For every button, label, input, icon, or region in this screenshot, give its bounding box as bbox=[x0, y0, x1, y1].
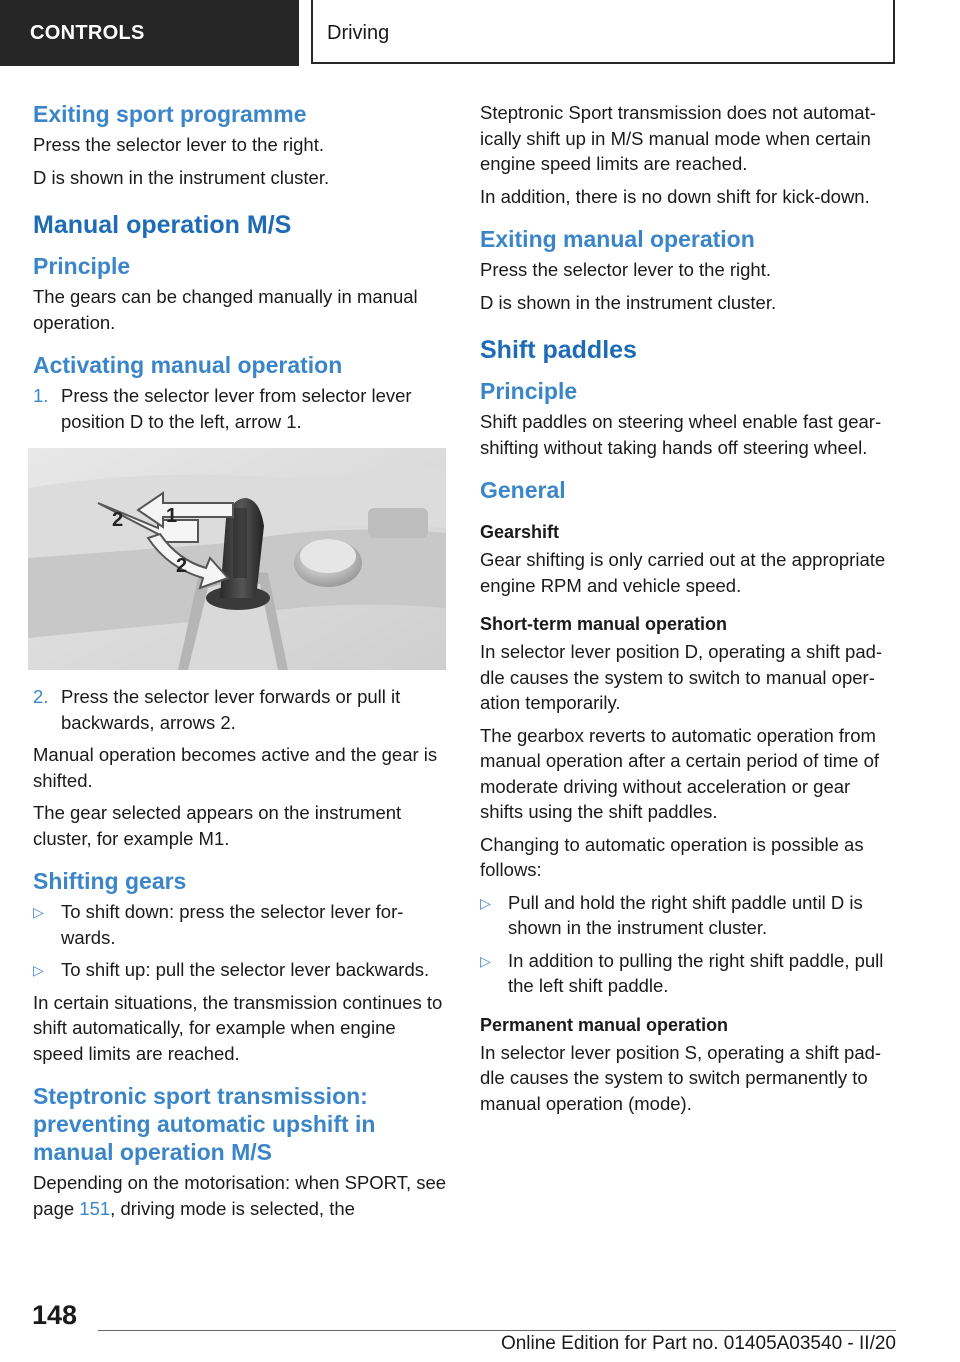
paragraph bbox=[33, 1170, 451, 1221]
step-number: 1. bbox=[33, 385, 49, 406]
heading-principle: Principle bbox=[33, 253, 131, 279]
list-item bbox=[480, 890, 898, 941]
heading-steptronic: Steptronic sport transmission: preventing automatic upshift in manual operation M/S bbox=[33, 1083, 376, 1165]
step-text: Press the selector lever forwards or pull it backwards, arrows 2. bbox=[61, 686, 401, 733]
paragraph: Press the selector lever to the right. bbox=[480, 259, 771, 280]
heading-permanent: Permanent manual operation bbox=[480, 1014, 729, 1035]
paragraph: Steptronic Sport transmission does not automatically shift up in M/S manual mode when certain engine speed limits are reached. bbox=[480, 102, 876, 174]
text: Depending on the motorisation: when SPORT, see page bbox=[33, 1172, 447, 1219]
heading-short-term: Short-term manual operation bbox=[480, 614, 728, 634]
bullet-list bbox=[480, 890, 898, 999]
chapter-tab: Driving bbox=[311, 0, 895, 64]
paragraph: In addition, there is no down shift for kick-down. bbox=[480, 185, 870, 207]
paragraph: The gears can be changed manually in manual operation. bbox=[33, 286, 418, 333]
triangle-right-icon: ▷ bbox=[480, 952, 491, 969]
steps-list bbox=[33, 383, 451, 434]
triangle-right-icon: ▷ bbox=[33, 904, 44, 920]
page-number: 148 bbox=[32, 1300, 78, 1330]
step-number: 2. bbox=[33, 686, 49, 707]
paragraph: Manual operation becomes active and the gear is shifted. bbox=[33, 744, 438, 791]
paragraph: D is shown in the instrument cluster. bbox=[480, 291, 777, 313]
heading-shift-paddles: Shift paddles bbox=[480, 336, 637, 364]
paragraph: In selector lever position D, operating a shift paddle causes the system to switch to manual operation temporarily. bbox=[480, 641, 883, 713]
heading-gearshift: Gearshift bbox=[480, 522, 560, 542]
page-header bbox=[0, 0, 960, 66]
heading-exiting-sport: Exiting sport programme bbox=[33, 101, 307, 127]
list-item bbox=[33, 684, 451, 735]
list-item bbox=[33, 383, 451, 434]
list-item bbox=[480, 948, 898, 999]
paragraph: Press the selector lever to the right. bbox=[33, 134, 324, 155]
paragraph: D is shown in the instrument cluster. bbox=[33, 166, 330, 188]
step-text: Press the selector lever from selector lever position D to the left, arrow 1. bbox=[61, 385, 412, 432]
page-link[interactable]: 151 bbox=[79, 1197, 111, 1219]
section-tab: CONTROLS bbox=[0, 0, 299, 66]
bullet-text: In addition to pulling the right shift paddle, pull the left shift paddle. bbox=[508, 949, 884, 996]
paragraph: The gear selected appears on the instrument cluster, for example M1. bbox=[33, 802, 402, 849]
list-item bbox=[33, 957, 451, 983]
triangle-right-icon: ▷ bbox=[480, 894, 491, 911]
paragraph: The gearbox reverts to automatic operation from manual operation after a certain period of time of moderate driving without acceleration or gear shifts using the shift paddles. bbox=[480, 724, 880, 822]
steps-list-cont bbox=[33, 684, 451, 735]
list-item bbox=[33, 899, 451, 950]
bullet-text: To shift up: pull the selector lever backwards. bbox=[61, 959, 430, 980]
heading-exiting-manual: Exiting manual operation bbox=[480, 226, 755, 252]
figure-label-2-bottom: 2 bbox=[176, 555, 188, 577]
heading-principle: Principle bbox=[480, 378, 578, 404]
paragraph: Changing to automatic operation is possible as follows: bbox=[480, 833, 864, 880]
bullet-list bbox=[33, 899, 451, 983]
right-column bbox=[480, 100, 898, 1123]
paragraph: Shift paddles on steering wheel enable fast gearshifting without taking hands off steering wheel. bbox=[480, 411, 882, 458]
paragraph: In selector lever position S, operating a shift paddle causes the system to switch permanently to manual operation (mode). bbox=[480, 1041, 882, 1114]
selector-lever-figure bbox=[28, 448, 446, 670]
paragraph: Gear shifting is only carried out at the appropriate engine RPM and vehicle speed. bbox=[480, 549, 886, 596]
figure-label-1: 1 bbox=[166, 505, 178, 527]
bullet-text: Pull and hold the right shift paddle until D is shown in the instrument cluster. bbox=[508, 891, 863, 938]
bullet-text: To shift down: press the selector lever forwards. bbox=[61, 901, 404, 948]
paragraph: In certain situations, the transmission continues to shift automatically, for example when engine speed limits are reached. bbox=[33, 991, 443, 1064]
figure-label-2-top: 2 bbox=[112, 509, 124, 531]
left-column bbox=[33, 100, 451, 1228]
heading-activating-manual: Activating manual operation bbox=[33, 352, 343, 378]
footer-divider bbox=[98, 1330, 896, 1331]
heading-shifting-gears: Shifting gears bbox=[33, 868, 187, 894]
text: , driving mode is selected, the bbox=[110, 1197, 355, 1219]
footer-edition: Online Edition for Part no. 01405A03540 - II/20 bbox=[500, 1333, 896, 1354]
triangle-right-icon: ▷ bbox=[33, 962, 44, 978]
heading-general: General bbox=[480, 477, 566, 503]
heading-manual-operation: Manual operation M/S bbox=[33, 211, 292, 239]
